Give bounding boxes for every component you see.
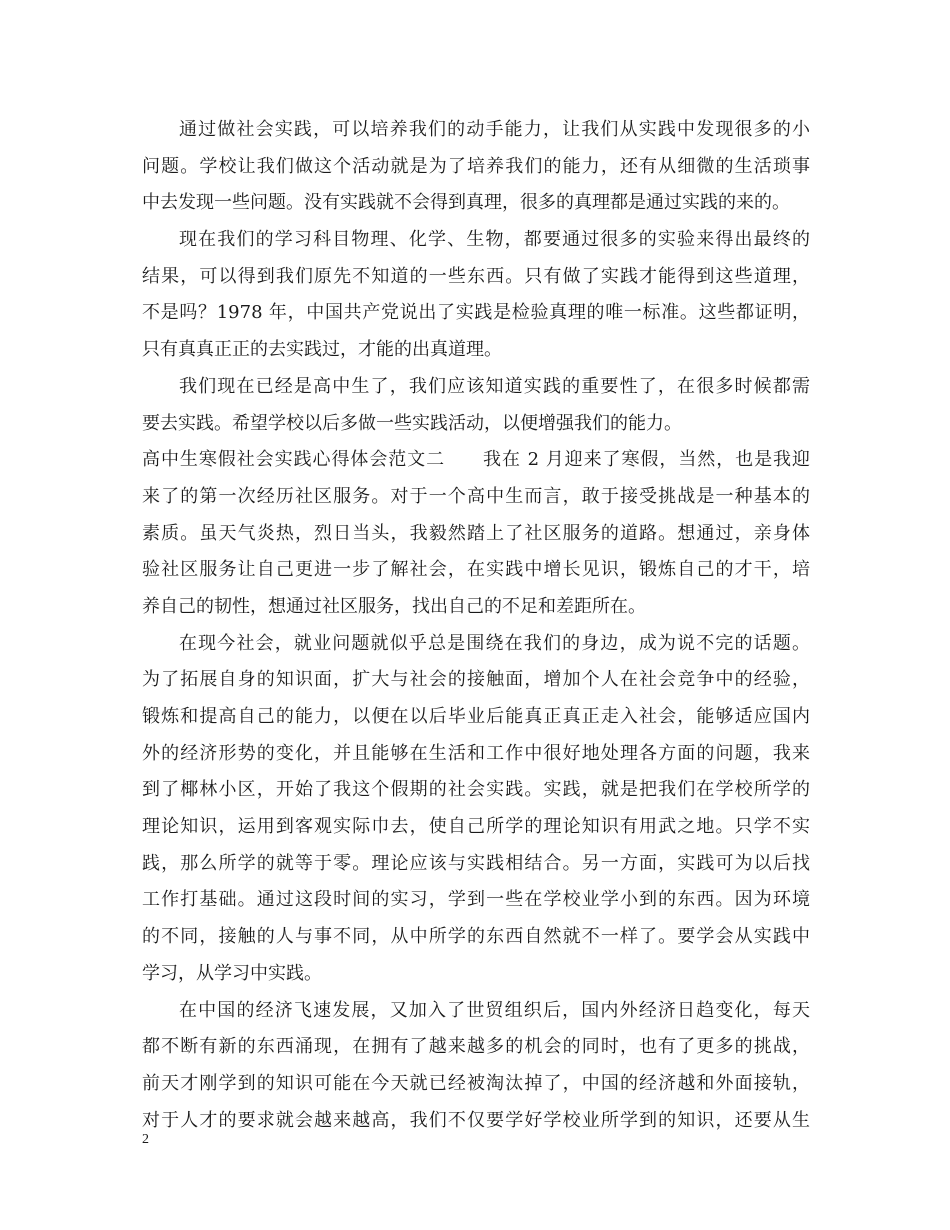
text-line: 前天才刚学到的知识可能在今天就已经被淘汰掉了，中国的经济越和外面接轨， (142, 1072, 810, 1094)
text-line: 对于人才的要求就会越来越高，我们不仅要学好学校业所学到的知识，还要从生 (142, 1109, 810, 1131)
text-line: 到了椰林小区，开始了我这个假期的社会实践。实践，就是把我们在学校所学的 (142, 779, 810, 801)
text-line: 为了拓展自身的知识面，扩大与社会的接触面，增加个人在社会竞争中的经验， (142, 669, 810, 691)
text-line: 只有真真正正的去实践过，才能的出真道理。 (142, 339, 502, 361)
text-line: 高中生寒假社会实践心得体会范文二 我在 2 月迎来了寒假，当然，也是我迎 (142, 449, 810, 471)
text-line: 现在我们的学习科目物理、化学、生物，都要通过很多的实验来得出最终的 (179, 229, 810, 251)
text-line: 在中国的经济飞速发展，又加入了世贸组织后，国内外经济日趋变化，每天 (179, 999, 810, 1021)
text-line: 理论知识，运用到客观实际巾去，使自己所学的理论知识有用武之地。只学不实 (142, 816, 810, 838)
text-line: 中去发现一些问题。没有实践就不会得到真理，很多的真理都是通过实践的来的。 (142, 192, 790, 214)
text-line: 素质。虽天气炎热，烈日当头，我毅然踏上了社区服务的道路。想通过，亲身体 (142, 522, 810, 544)
page-number: 2 (142, 1132, 149, 1147)
text-line: 通过做社会实践，可以培养我们的动手能力，让我们从实践中发现很多的小 (179, 119, 810, 140)
text-line: 我们现在已经是高中生了，我们应该知道实践的重要性了，在很多时候都需 (179, 375, 810, 397)
text-line: 结果，可以得到我们原先不知道的一些东西。只有做了实践才能得到这些道理， (142, 265, 810, 287)
text-line: 问题。学校让我们做这个活动就是为了培养我们的能力，还有从细微的生活琐事 (142, 155, 810, 177)
text-line: 不是吗？1978 年，中国共产党说出了实践是检验真理的唯一标准。这些都证明， (142, 302, 810, 324)
text-line: 养自己的韧性，想通过社区服务，找出自己的不足和差距所在。 (142, 595, 646, 617)
text-line: 的不同，接触的人与事不同，从中所学的东西自然就不一样了。要学会从实践中 (142, 926, 810, 948)
text-line: 学习，从学习中实践。 (142, 962, 322, 984)
text-line: 验社区服务让自己更进一步了解社会，在实践中增长见识，锻炼自己的才干，培 (142, 559, 810, 581)
text-line: 锻炼和提高自己的能力，以便在以后毕业后能真正真正走入社会，能够适应国内 (142, 706, 810, 727)
document-page (142, 112, 810, 1139)
text-line: 工作打基础。通过这段时间的实习，学到一些在学校业学小到的东西。因为环境 (142, 889, 810, 911)
text-line: 来了的第一次经历社区服务。对于一个高中生而言，敢于接受挑战是一种基本的 (142, 485, 810, 507)
text-line: 要去实践。希望学校以后多做一些实践活动，以便增强我们的能力。 (142, 412, 682, 434)
text-line: 外的经济形势的变化，并且能够在生活和工作中很好地处理各方面的问题，我来 (142, 742, 810, 764)
text-line: 践，那么所学的就等于零。理论应该与实践相结合。另一方面，实践可为以后找 (142, 852, 810, 874)
text-line: 在现今社会，就业问题就似乎总是围绕在我们的身边，成为说不完的话题。 (179, 632, 810, 654)
text-line: 都不断有新的东西涌现，在拥有了越来越多的机会的同时，也有了更多的挑战， (142, 1036, 810, 1058)
